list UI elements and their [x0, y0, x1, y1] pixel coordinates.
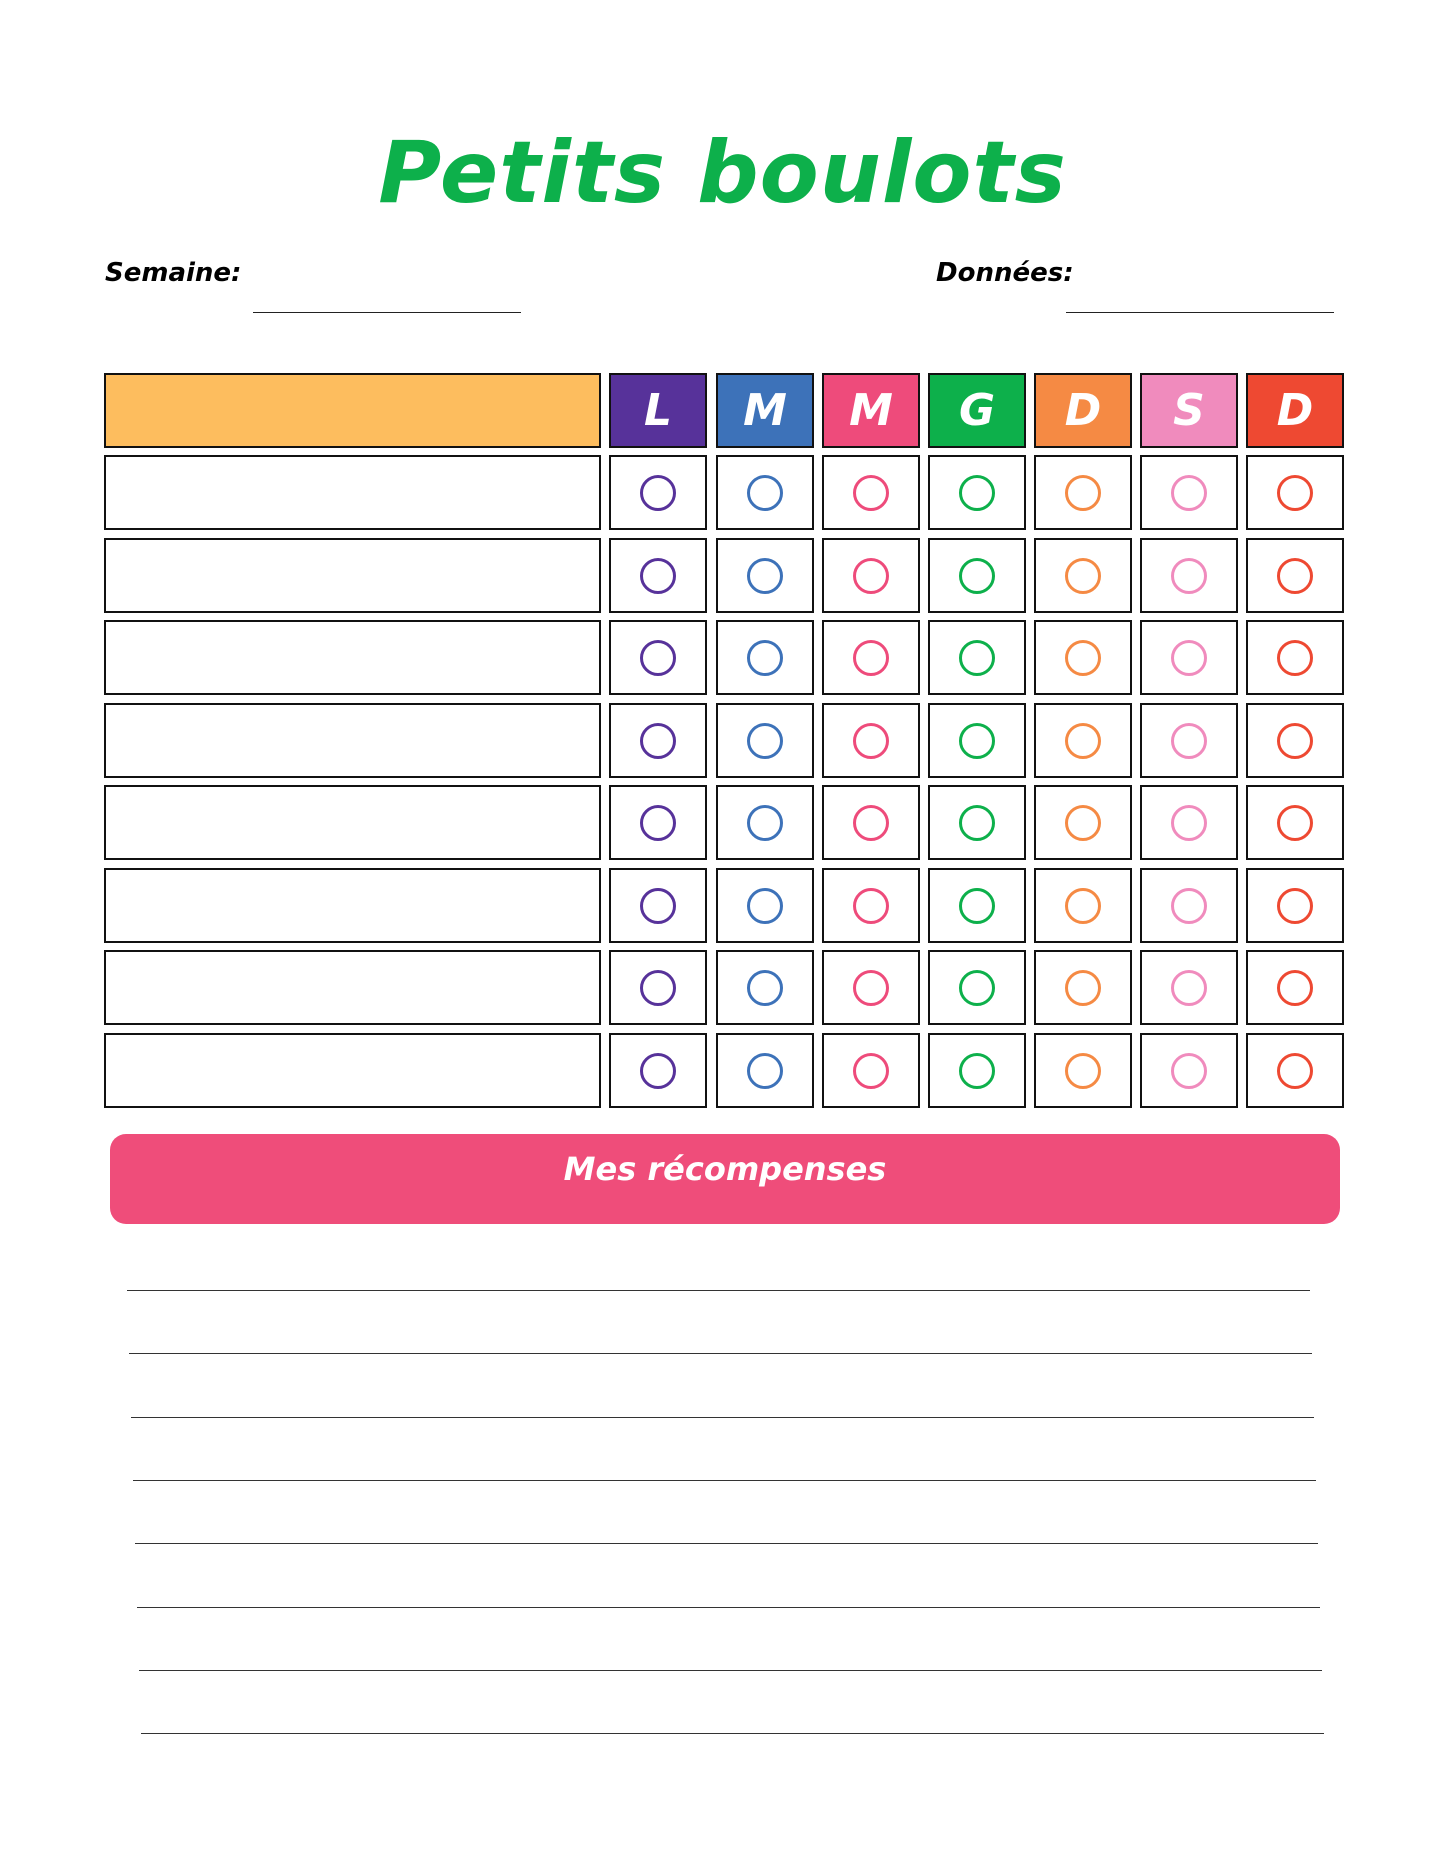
checkbox-circle[interactable] [640, 640, 676, 676]
checkbox-circle[interactable] [959, 970, 995, 1006]
checkbox-circle[interactable] [640, 723, 676, 759]
page-title: Petits boulots [378, 123, 1067, 223]
day-header: L [609, 373, 707, 448]
checkbox-circle[interactable] [853, 1053, 889, 1089]
checkbox-circle[interactable] [1065, 1053, 1101, 1089]
checkbox-circle[interactable] [853, 805, 889, 841]
day-cell [1034, 1033, 1132, 1108]
day-cell [1246, 785, 1344, 860]
day-cell [1140, 703, 1238, 778]
day-cell [609, 785, 707, 860]
task-cell[interactable] [104, 868, 601, 943]
checkbox-circle[interactable] [747, 475, 783, 511]
checkbox-circle[interactable] [640, 805, 676, 841]
day-cell [716, 1033, 814, 1108]
task-cell[interactable] [104, 538, 601, 613]
checkbox-circle[interactable] [640, 558, 676, 594]
day-cell [1034, 455, 1132, 530]
day-cell [822, 868, 920, 943]
task-cell[interactable] [104, 1033, 601, 1108]
data-input-line[interactable] [1066, 312, 1334, 313]
day-cell [1034, 950, 1132, 1025]
task-cell[interactable] [104, 620, 601, 695]
reward-line[interactable] [129, 1353, 1312, 1354]
checkbox-circle[interactable] [1171, 640, 1207, 676]
day-cell [928, 950, 1026, 1025]
day-cell [822, 620, 920, 695]
checkbox-circle[interactable] [853, 970, 889, 1006]
checkbox-circle[interactable] [640, 475, 676, 511]
day-cell [1246, 620, 1344, 695]
checkbox-circle[interactable] [1065, 805, 1101, 841]
reward-line[interactable] [137, 1607, 1320, 1608]
checkbox-circle[interactable] [1277, 640, 1313, 676]
checkbox-circle[interactable] [959, 640, 995, 676]
day-cell [822, 950, 920, 1025]
day-cell [716, 868, 814, 943]
day-header: D [1246, 373, 1344, 448]
day-cell [716, 538, 814, 613]
day-cell [1140, 538, 1238, 613]
checkbox-circle[interactable] [959, 475, 995, 511]
reward-line[interactable] [131, 1417, 1314, 1418]
day-cell [716, 455, 814, 530]
day-cell [822, 703, 920, 778]
day-cell [1246, 868, 1344, 943]
rewards-banner [110, 1134, 1340, 1224]
checkbox-circle[interactable] [1171, 475, 1207, 511]
day-cell [1140, 785, 1238, 860]
day-cell [1140, 455, 1238, 530]
day-header: M [822, 373, 920, 448]
day-cell [1140, 620, 1238, 695]
checkbox-circle[interactable] [747, 723, 783, 759]
checkbox-circle[interactable] [1277, 805, 1313, 841]
day-cell [1246, 455, 1344, 530]
checkbox-circle[interactable] [1065, 888, 1101, 924]
week-label: Semaine: [105, 258, 242, 288]
checkbox-circle[interactable] [1065, 970, 1101, 1006]
day-cell [609, 455, 707, 530]
day-cell [928, 538, 1026, 613]
reward-line[interactable] [141, 1733, 1324, 1734]
checkbox-circle[interactable] [853, 888, 889, 924]
day-cell [1034, 868, 1132, 943]
checkbox-circle[interactable] [853, 723, 889, 759]
checkbox-circle[interactable] [1277, 558, 1313, 594]
reward-line[interactable] [135, 1543, 1318, 1544]
day-cell [822, 1033, 920, 1108]
week-input-line[interactable] [253, 312, 521, 313]
checkbox-circle[interactable] [959, 1053, 995, 1089]
checkbox-circle[interactable] [747, 640, 783, 676]
day-cell [609, 1033, 707, 1108]
checkbox-circle[interactable] [640, 1053, 676, 1089]
day-cell [822, 785, 920, 860]
checkbox-circle[interactable] [1277, 475, 1313, 511]
checkbox-circle[interactable] [1065, 640, 1101, 676]
day-header: S [1140, 373, 1238, 448]
day-cell [609, 538, 707, 613]
day-cell [609, 868, 707, 943]
checkbox-circle[interactable] [959, 723, 995, 759]
day-cell [716, 950, 814, 1025]
day-cell [1140, 950, 1238, 1025]
checkbox-circle[interactable] [1065, 558, 1101, 594]
checkbox-circle[interactable] [1171, 888, 1207, 924]
day-cell [928, 620, 1026, 695]
day-cell [928, 1033, 1026, 1108]
day-cell [928, 703, 1026, 778]
checkbox-circle[interactable] [747, 558, 783, 594]
checkbox-circle[interactable] [959, 888, 995, 924]
checkbox-circle[interactable] [1277, 1053, 1313, 1089]
checkbox-circle[interactable] [853, 558, 889, 594]
day-cell [1140, 1033, 1238, 1108]
day-header: D [1034, 373, 1132, 448]
day-cell [822, 538, 920, 613]
reward-line[interactable] [127, 1290, 1310, 1291]
checkbox-circle[interactable] [1171, 558, 1207, 594]
day-cell [716, 620, 814, 695]
day-cell [1246, 538, 1344, 613]
day-header: M [716, 373, 814, 448]
checkbox-circle[interactable] [959, 558, 995, 594]
checkbox-circle[interactable] [1171, 805, 1207, 841]
checkbox-circle[interactable] [1171, 1053, 1207, 1089]
task-cell[interactable] [104, 703, 601, 778]
day-cell [1246, 703, 1344, 778]
checkbox-circle[interactable] [1171, 723, 1207, 759]
day-cell [1034, 538, 1132, 613]
checkbox-circle[interactable] [959, 805, 995, 841]
day-cell [1246, 1033, 1344, 1108]
day-cell [928, 785, 1026, 860]
day-cell [716, 703, 814, 778]
day-cell [716, 785, 814, 860]
checkbox-circle[interactable] [1277, 970, 1313, 1006]
day-cell [1034, 620, 1132, 695]
checkbox-circle[interactable] [1277, 723, 1313, 759]
checkbox-circle[interactable] [1065, 475, 1101, 511]
day-cell [1246, 950, 1344, 1025]
checkbox-circle[interactable] [853, 475, 889, 511]
day-cell [1140, 868, 1238, 943]
checkbox-circle[interactable] [747, 970, 783, 1006]
day-cell [928, 455, 1026, 530]
checkbox-circle[interactable] [747, 888, 783, 924]
checkbox-circle[interactable] [747, 1053, 783, 1089]
day-cell [609, 703, 707, 778]
reward-line[interactable] [139, 1670, 1322, 1671]
day-cell [928, 868, 1026, 943]
day-cell [609, 950, 707, 1025]
day-cell [1034, 785, 1132, 860]
checkbox-circle[interactable] [1171, 970, 1207, 1006]
task-cell[interactable] [104, 455, 601, 530]
checkbox-circle[interactable] [1277, 888, 1313, 924]
task-column-header [104, 373, 601, 448]
task-cell[interactable] [104, 785, 601, 860]
day-header: G [928, 373, 1026, 448]
checkbox-circle[interactable] [640, 888, 676, 924]
checkbox-circle[interactable] [853, 640, 889, 676]
task-cell[interactable] [104, 950, 601, 1025]
checkbox-circle[interactable] [640, 970, 676, 1006]
day-cell [609, 620, 707, 695]
checkbox-circle[interactable] [1065, 723, 1101, 759]
checkbox-circle[interactable] [747, 805, 783, 841]
reward-line[interactable] [133, 1480, 1316, 1481]
day-cell [822, 455, 920, 530]
data-label: Données: [936, 258, 1074, 288]
rewards-title: Mes récompenses [563, 1150, 887, 1188]
day-cell [1034, 703, 1132, 778]
